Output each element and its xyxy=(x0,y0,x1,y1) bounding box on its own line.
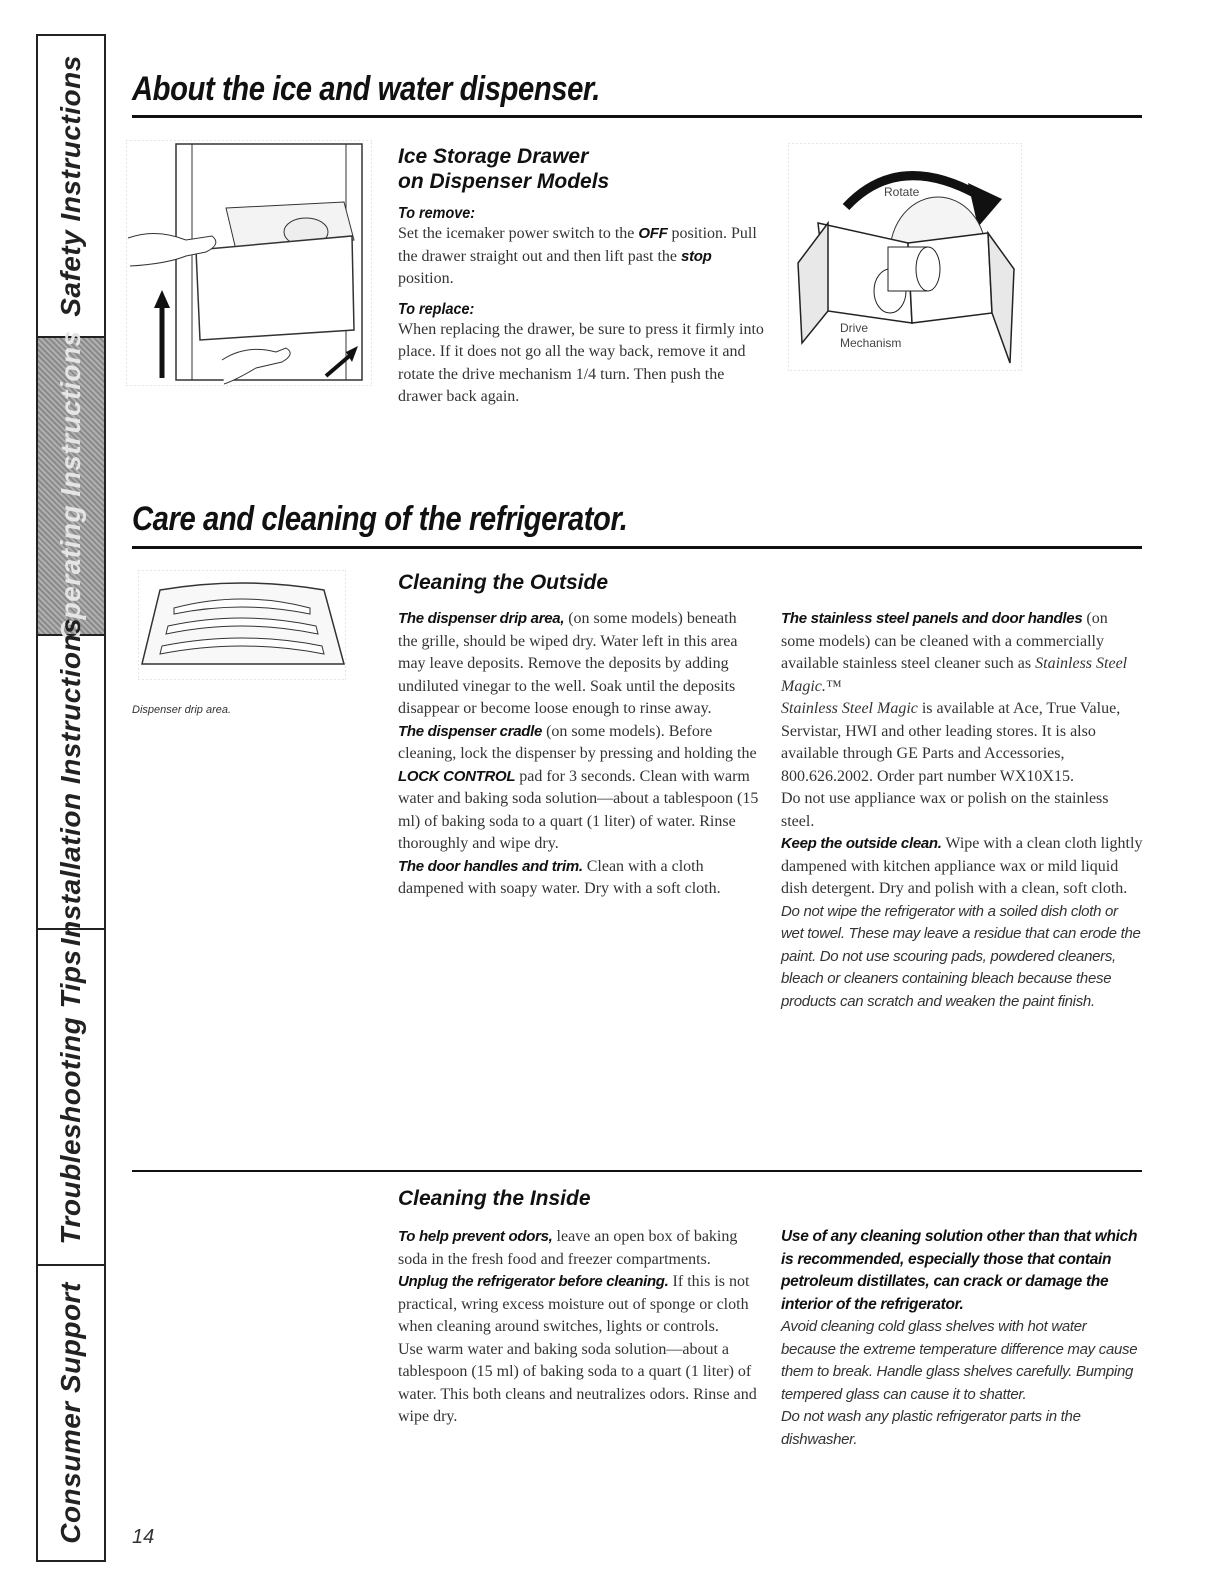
stainless-paragraph xyxy=(781,608,1143,698)
warm-water-paragraph: Use warm water and baking soda solution—about a tablespoon (15 ml) of baking soda to a quart (1 liter) of water. This both cleans and neutralizes odors. Rinse and wipe dry. xyxy=(398,1340,757,1425)
outside-column-1 xyxy=(398,608,760,901)
section-title-care: Care and cleaning of the refrigerator. xyxy=(132,500,628,538)
no-wax-paragraph: Do not use appliance wax or polish on the stainless steel. xyxy=(781,790,1109,830)
keep-clean-paragraph xyxy=(781,833,1143,901)
ice-drawer-illustration xyxy=(126,140,372,386)
availability-paragraph xyxy=(781,698,1143,788)
remove-text-b: position. Pull the drawer straight out and then lift past the xyxy=(398,225,757,265)
title-rule xyxy=(132,546,1142,549)
page-number: 14 xyxy=(132,1526,155,1548)
odors-lead: To help prevent odors, xyxy=(398,1228,553,1245)
drip-area-text: (on some models) beneath the grille, should be wiped dry. Water left in this area may leave deposits. Remove the deposits by adding undiluted vinegar to the well. Soak until the deposits disappear or become loose enough to rinse away. xyxy=(398,610,738,717)
drip-area-caption: Dispenser drip area. xyxy=(132,704,232,716)
cradle-paragraph xyxy=(398,721,760,856)
keep-clean-text: Wipe with a clean cloth lightly dampened with kitchen appliance wax or mild liquid dish detergent. Dry and polish with a clean, soft cloth. xyxy=(781,835,1143,897)
tab-label: Installation Instructions xyxy=(55,617,86,947)
ice-storage-heading-line1: Ice Storage Drawer xyxy=(398,145,589,168)
handles-text: Clean with a cloth dampened with soapy water. Dry with a soft cloth. xyxy=(398,857,721,897)
unplug-text: If this is not practical, wring excess moisture out of sponge or cloth when cleaning around switches, lights or controls. xyxy=(398,1273,750,1335)
plastic-warning: Do not wash any plastic refrigerator parts in the dishwasher. xyxy=(781,1408,1081,1448)
stainless-text: (on some models) can be cleaned with a commercially available stainless steel cleaner such as xyxy=(781,610,1108,672)
remove-instructions xyxy=(398,223,768,291)
ice-storage-heading xyxy=(398,144,609,194)
drive-mechanism-illustration xyxy=(788,143,1022,371)
inside-column-1 xyxy=(398,1226,760,1429)
handles-paragraph xyxy=(398,856,760,901)
odors-text: leave an open box of baking soda in the fresh food and freezer compartments. xyxy=(398,1228,738,1268)
ice-storage-body xyxy=(398,205,768,409)
lock-control-keyword: LOCK CONTROL xyxy=(398,767,516,785)
handles-lead: The door handles and trim. xyxy=(398,857,583,875)
tab-label: Troubleshooting Tips xyxy=(55,949,86,1245)
off-keyword: OFF xyxy=(638,225,668,242)
cleaning-outside-heading: Cleaning the Outside xyxy=(398,571,609,594)
drive-label-line1: Drive xyxy=(840,321,869,335)
section-title-dispenser: About the ice and water dispenser. xyxy=(132,70,600,108)
outside-column-2 xyxy=(781,608,1143,1013)
tab-label: Operating Instructions xyxy=(55,330,86,642)
drive-label-line2: Mechanism xyxy=(840,336,902,350)
glass-warning: Avoid cleaning cold glass shelves with hot water because the extreme temperature difference may cause them to break. Handle glass shelves carefully. Bumping tempered glass can cause it to shatter. xyxy=(781,1318,1138,1403)
tab-label: Safety Instructions xyxy=(55,55,86,317)
drip-area-lead: The dispenser drip area, xyxy=(398,610,565,627)
cradle-text-a: (on some models). Before cleaning, lock the dispenser by pressing and holding the xyxy=(398,722,757,762)
remove-text-a: Set the icemaker power switch to the xyxy=(398,225,639,242)
replace-instructions: When replacing the drawer, be sure to press it firmly into place. If it does not go all the way back, remove it and rotate the drive mechanism 1/4 turn. Then push the drawer back again. xyxy=(398,320,764,405)
solution-warning: Use of any cleaning solution other than that which is recommended, especially those that contain petroleum distillates, can crack or damage the interior of the refrigerator. xyxy=(781,1228,1138,1313)
drip-area-illustration xyxy=(138,570,346,680)
stop-keyword: stop xyxy=(681,247,712,265)
tab-label: Consumer Support xyxy=(55,1282,86,1544)
availability-text: is available at Ace, True Value, Servistar, HWI and other leading stores. It is also available through GE Parts and Accessories, 800.626.2002. Order part number WX10X15. xyxy=(781,700,1121,785)
cleaning-inside-heading: Cleaning the Inside xyxy=(398,1187,591,1210)
section-divider xyxy=(132,1170,1142,1172)
to-replace-label: To replace: xyxy=(398,300,475,318)
unplug-paragraph xyxy=(398,1271,760,1339)
cradle-lead: The dispenser cradle xyxy=(398,722,543,740)
tab-safety-instructions[interactable] xyxy=(38,36,104,338)
keep-clean-lead: Keep the outside clean. xyxy=(781,835,942,852)
side-tab-nav xyxy=(36,34,106,1562)
ice-storage-heading-line2: on Dispenser Models xyxy=(398,170,610,193)
remove-text-c: position. xyxy=(398,270,454,287)
drive-mechanism-label xyxy=(840,321,901,351)
tab-operating-instructions[interactable] xyxy=(38,330,104,642)
to-remove-label: To remove: xyxy=(398,205,476,222)
odors-paragraph xyxy=(398,1226,760,1271)
stainless-lead: The stainless steel panels and door handles xyxy=(781,610,1083,627)
tab-installation-instructions[interactable] xyxy=(38,617,104,947)
rotate-label: Rotate xyxy=(884,185,920,199)
outside-warning: Do not wipe the refrigerator with a soiled dish cloth or wet towel. These may leave a residue that can erode the paint. Do not use scouring pads, powdered cleaners, bleach or cleaners containing bleach because these products can scratch and weaken the paint finish. xyxy=(781,902,1141,1010)
tab-troubleshooting-tips[interactable] xyxy=(38,930,104,1266)
unplug-lead: Unplug the refrigerator before cleaning. xyxy=(398,1273,669,1290)
inside-column-2 xyxy=(781,1226,1143,1451)
magic-product-name: Stainless Steel Magic xyxy=(781,700,918,717)
tab-consumer-support[interactable] xyxy=(38,1266,104,1560)
title-rule xyxy=(132,115,1142,118)
stainless-product-name: Stainless Steel Magic.™ xyxy=(781,655,1128,695)
drip-area-paragraph xyxy=(398,608,760,721)
cradle-text-b: pad for 3 seconds. Clean with warm water and baking soda solution—about a tablespoon (15 ml) of baking soda to a quart (1 liter) of water. Rinse thoroughly and wipe dry. xyxy=(398,767,759,852)
drive-mechanism-figure xyxy=(788,143,1022,371)
